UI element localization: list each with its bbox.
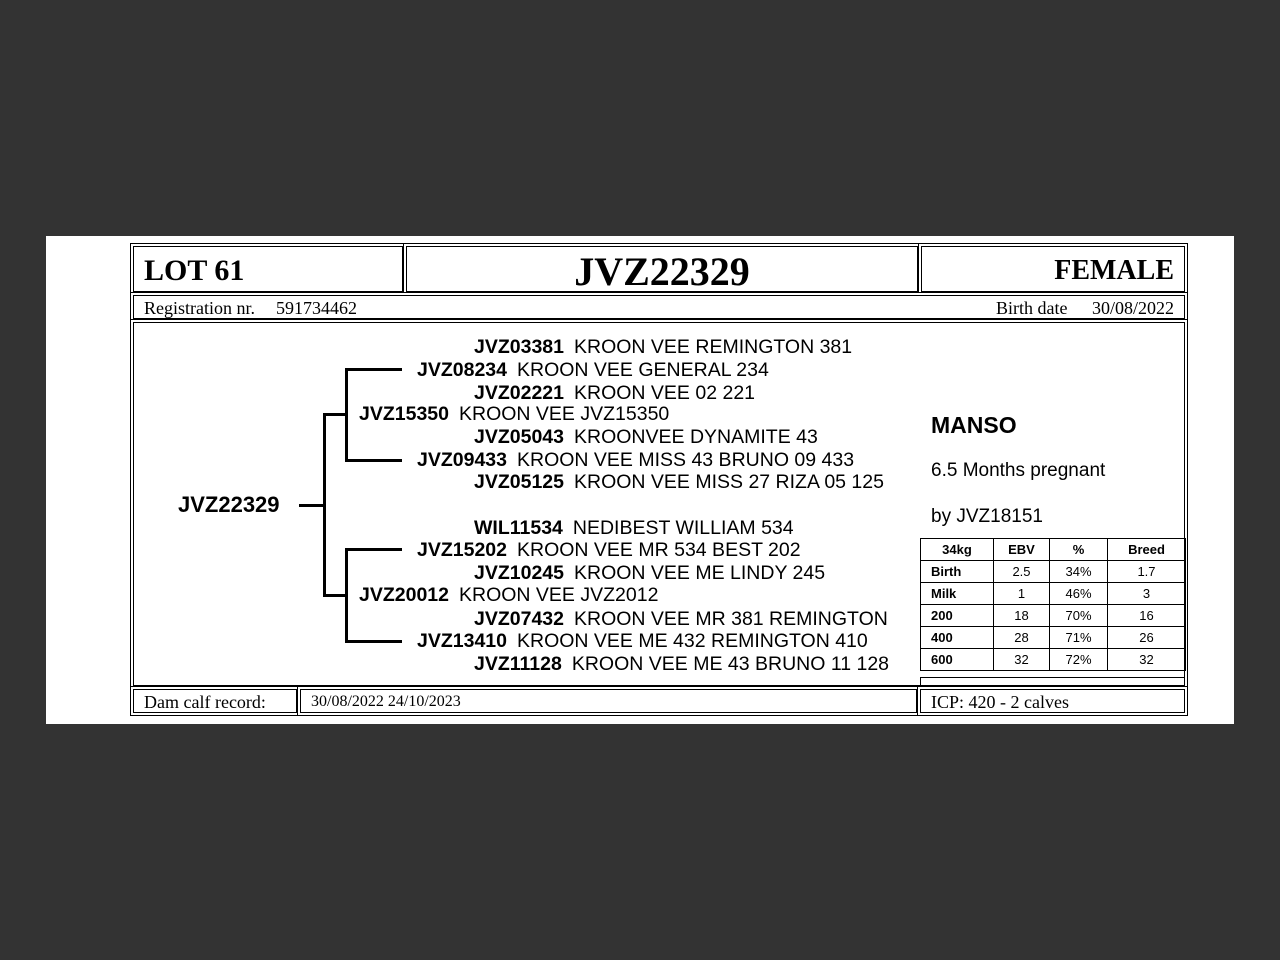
pedigree-name: KROON VEE REMINGTON 381 xyxy=(574,336,853,358)
pedigree-dam-dam xyxy=(417,630,868,652)
service-sire: by JVZ18151 xyxy=(931,506,1043,527)
breed-name: MANSO xyxy=(931,412,1017,438)
pedigree-name: KROON VEE MISS 43 BRUNO 09 433 xyxy=(517,449,855,471)
sire-dam-branch xyxy=(345,459,402,462)
ebv-cell: 2.5 xyxy=(994,561,1050,583)
ebv-cell: 16 xyxy=(1108,605,1186,627)
ebv-cell: 34% xyxy=(1050,561,1108,583)
ebv-row xyxy=(921,583,1186,605)
ebv-row xyxy=(921,561,1186,583)
ebv-cell: 46% xyxy=(1050,583,1108,605)
pedigree-name: KROON VEE ME 43 BRUNO 11 128 xyxy=(571,653,890,675)
pedigree-id: JVZ08234 xyxy=(417,359,507,381)
pedigree-name: KROON VEE MR 534 BEST 202 xyxy=(517,539,801,561)
trunk-vertical xyxy=(323,413,326,596)
icp-cell xyxy=(920,689,1185,713)
registration-number: 591734462 xyxy=(276,298,357,318)
pedigree-id: JVZ20012 xyxy=(359,584,449,606)
pedigree-dam xyxy=(359,584,658,606)
pedigree-dam-dam-sire xyxy=(474,608,888,630)
ebv-cell: 32 xyxy=(1108,649,1186,671)
subject-connector xyxy=(299,504,323,507)
pedigree-sire xyxy=(359,403,669,425)
birth-date-label: Birth date xyxy=(996,298,1068,318)
ebv-header: EBV xyxy=(994,539,1050,561)
pedigree-id: JVZ05043 xyxy=(474,426,564,448)
ebv-cell: 3 xyxy=(1108,583,1186,605)
dam-calf-dates-cell xyxy=(300,689,917,713)
sire-branch xyxy=(323,413,347,416)
ebv-row-label: Birth xyxy=(921,561,994,583)
sex-cell xyxy=(921,246,1185,292)
lot-card xyxy=(46,236,1234,724)
pedigree-id: WIL11534 xyxy=(474,517,563,539)
ebv-cell: 70% xyxy=(1050,605,1108,627)
ebv-row-label: 200 xyxy=(921,605,994,627)
pedigree-name: KROONVEE DYNAMITE 43 xyxy=(574,426,818,448)
pedigree-name: KROON VEE GENERAL 234 xyxy=(517,359,769,381)
registration-row xyxy=(133,295,1185,319)
pedigree-name: KROON VEE MISS 27 RIZA 05 125 xyxy=(574,471,884,493)
pedigree-dam-sire-dam xyxy=(474,562,825,584)
ebv-row-label: Milk xyxy=(921,583,994,605)
pedigree-id: JVZ03381 xyxy=(474,336,564,358)
ebv-row-label: 600 xyxy=(921,649,994,671)
ebv-cell: 72% xyxy=(1050,649,1108,671)
pedigree-id: JVZ09433 xyxy=(417,449,507,471)
pedigree-name: KROON VEE ME 432 REMINGTON 410 xyxy=(517,630,868,652)
pedigree-sire-dam xyxy=(417,449,854,471)
pedigree-sire-dam-sire xyxy=(474,426,818,448)
pedigree-id: JVZ10245 xyxy=(474,562,564,584)
pedigree-id: JVZ15202 xyxy=(417,539,507,561)
pregnancy-status: 6.5 Months pregnant xyxy=(931,460,1106,481)
pedigree-sire-dam-dam xyxy=(474,471,884,493)
pedigree-name: KROON VEE MR 381 REMINGTON xyxy=(574,608,888,630)
info-strip xyxy=(920,677,1185,686)
ebv-table xyxy=(920,538,1186,671)
ebv-row-label: 400 xyxy=(921,627,994,649)
dam-calf-label-cell xyxy=(133,689,297,713)
ebv-row xyxy=(921,627,1186,649)
lot-cell xyxy=(133,246,403,292)
sire-sire-branch xyxy=(345,368,402,371)
birth-date-value: 30/08/2022 xyxy=(1091,298,1174,318)
pedigree-subject: JVZ22329 xyxy=(178,492,280,517)
pedigree-sire-sire xyxy=(417,359,769,381)
ebv-cell: 1 xyxy=(994,583,1050,605)
pedigree-dam-sire-sire xyxy=(474,517,794,539)
dam-calf-label: Dam calf record: xyxy=(144,692,266,712)
pedigree-sire-sire-dam xyxy=(474,382,755,404)
pedigree-dam-sire xyxy=(417,539,801,561)
pedigree-id: JVZ07432 xyxy=(474,608,564,630)
pedigree-id: JVZ15350 xyxy=(359,403,449,425)
ebv-cell: 1.7 xyxy=(1108,561,1186,583)
animal-id-title: JVZ22329 xyxy=(574,249,750,294)
ebv-header: 34kg xyxy=(921,539,994,561)
icp-value: ICP: 420 - 2 calves xyxy=(931,692,1069,712)
sire-vertical xyxy=(345,368,348,461)
pedigree-id: JVZ02221 xyxy=(474,382,564,404)
ebv-cell: 26 xyxy=(1108,627,1186,649)
pedigree-sire-sire-sire xyxy=(474,336,852,358)
dam-sire-branch xyxy=(345,548,402,551)
pedigree-name: NEDIBEST WILLIAM 534 xyxy=(572,517,794,539)
animal-id-cell xyxy=(406,246,918,292)
pedigree-name: KROON VEE JVZ15350 xyxy=(459,403,670,425)
ebv-cell: 32 xyxy=(994,649,1050,671)
sex-label: FEMALE xyxy=(1054,255,1174,286)
pedigree-name: KROON VEE JVZ2012 xyxy=(459,584,659,606)
ebv-header: Breed xyxy=(1108,539,1186,561)
registration-label: Registration nr. xyxy=(144,298,255,318)
pedigree-id: JVZ11128 xyxy=(474,653,562,675)
ebv-row xyxy=(921,605,1186,627)
dam-dam-branch xyxy=(345,640,402,643)
ebv-row xyxy=(921,649,1186,671)
dam-calf-dates: 30/08/2022 24/10/2023 xyxy=(311,693,461,710)
ebv-header: % xyxy=(1050,539,1108,561)
pedigree-id: JVZ05125 xyxy=(474,471,564,493)
lot-number: LOT 61 xyxy=(144,254,245,287)
pedigree-name: KROON VEE 02 221 xyxy=(574,382,756,404)
ebv-cell: 71% xyxy=(1050,627,1108,649)
dam-vertical xyxy=(345,548,348,642)
ebv-header-row xyxy=(921,539,1186,561)
ebv-cell: 28 xyxy=(994,627,1050,649)
ebv-cell: 18 xyxy=(994,605,1050,627)
pedigree-dam-dam-dam xyxy=(474,653,889,675)
pedigree-name: KROON VEE ME LINDY 245 xyxy=(574,562,826,584)
pedigree-id: JVZ13410 xyxy=(417,630,507,652)
dam-branch xyxy=(323,594,347,597)
